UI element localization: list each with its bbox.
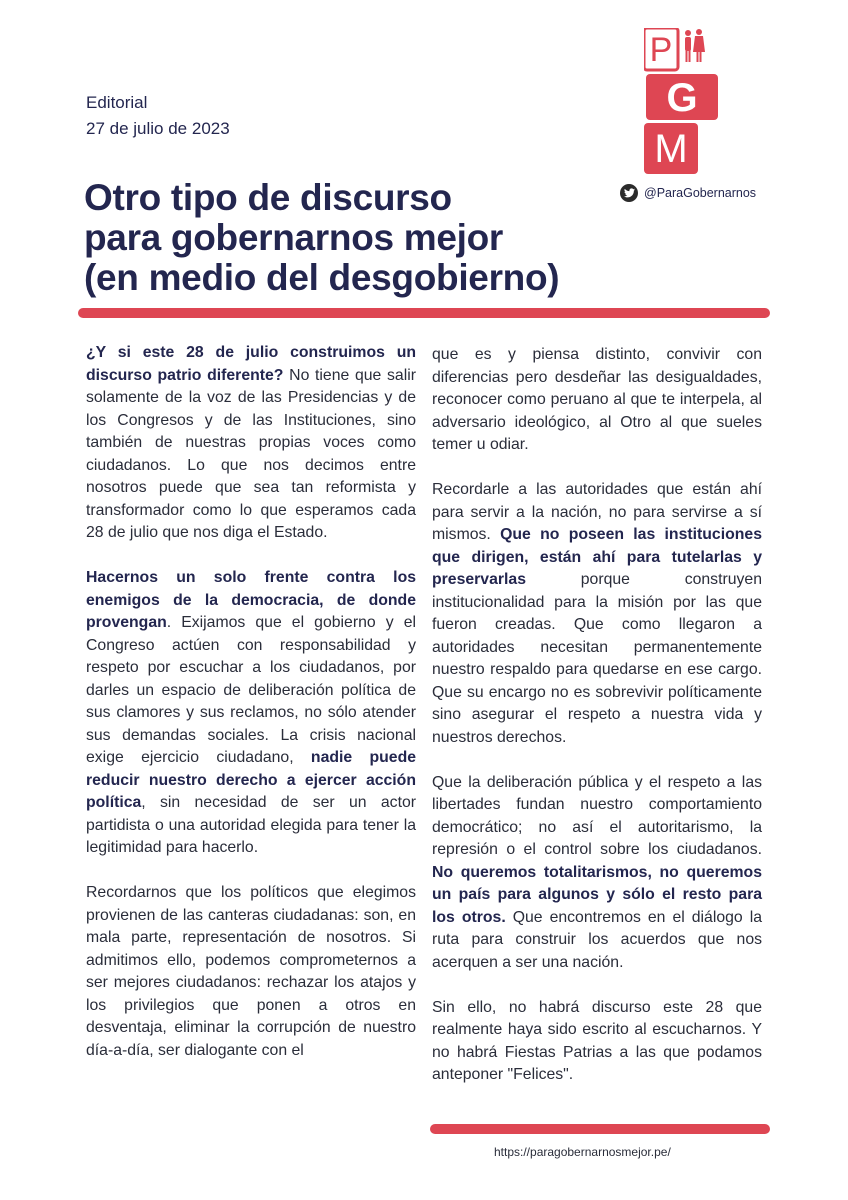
section-label: Editorial <box>86 93 148 112</box>
bold-lead: ¿Y si este 28 de julio construimos un discurso patrio diferente? <box>86 344 416 384</box>
logo-letter-p: P <box>649 31 673 69</box>
paragraph-text: Recordarle a las autoridades que están ahí para servir a la nación, no para servirse a sí mismos. <box>432 481 762 543</box>
page-title <box>84 178 644 298</box>
paragraph <box>432 772 762 975</box>
paragraph <box>86 342 416 545</box>
title-line: Otro tipo de discurso <box>84 177 452 218</box>
article-meta <box>86 90 230 142</box>
title-line: (en medio del desgobierno) <box>84 257 560 298</box>
twitter-handle-text: @ParaGobernarnos <box>644 186 757 200</box>
right-column <box>432 344 762 1109</box>
title-line: para gobernarnos mejor <box>84 217 504 258</box>
paragraph-text: Que la deliberación pública y el respeto a las libertades fundan nuestro comportamiento democrático; no así el autoritarismo, la represión o el control sobre los ciudadanos. <box>432 773 762 858</box>
left-column <box>86 342 416 1085</box>
logo-letter-m: M <box>654 127 688 171</box>
paragraph-text: porque construyen institucionalidad para la misión por las que fueron creadas. Que como llegaron a autoridades necesitan permanentemente nuestro respaldo para quedarse en ese cargo. Que su encargo no es sobrevivir políticamente sino asegurar el respeto a nuestra vida y nuestros derechos. <box>432 571 762 746</box>
paragraph-text: Sin ello, no habrá discurso este 28 que realmente haya sido escrito al escucharnos. Y no habrá Fiestas Patrias a las que podamos anteponer "Felices". <box>432 998 762 1083</box>
twitter-icon <box>620 184 638 202</box>
paragraph-text: . Exijamos que el gobierno y el Congreso actúen con responsabilidad y respeto por escuchar a los ciudadanos, por darles un espacio de deliberación política de sus clamores y sus reclamos, no sólo atender sus demandas sociales. La crisis nacional exige ejercicio ciudadano, <box>86 614 416 766</box>
paragraph <box>86 882 416 1062</box>
paragraph <box>86 567 416 860</box>
paragraph-text: Recordarnos que los políticos que elegimos provienen de las canteras ciudadanas: son, en mala parte, representación de nosotros. Si admitimos ello, podemos comprometernos a ser mejores ciudadanos: rechazar los atajos y los privilegios que ponen a otros en desventaja, eliminar la corrupción de nuestro día-a-día, ser dialogante con el <box>86 884 416 1059</box>
people-icon <box>685 29 705 62</box>
bold-emphasis: nadie puede reducir nuestro derecho a ejercer acción política <box>86 749 417 811</box>
pgm-logo <box>644 28 720 174</box>
paragraph-text: No tiene que salir solamente de la voz de las Presidencias y de los Congresos y de las Instituciones, sino también de nuestras propias voces como ciudadanos. Lo que nos decimos entre nosotros puede que sea tan reformista y transformador como lo que esperamos cada 28 de julio que nos diga el Estado. <box>86 366 416 541</box>
logo-letter-g: G <box>666 76 698 120</box>
website-link[interactable]: https://paragobernarnosmejor.pe/ <box>494 1145 671 1159</box>
twitter-handle[interactable] <box>620 184 756 202</box>
paragraph <box>432 344 762 457</box>
bold-emphasis: Que no poseen las instituciones que dirigen, están ahí para tutelarlas y preservarlas <box>432 526 762 588</box>
paragraph <box>432 479 762 749</box>
bold-emphasis: No queremos totalitarismos, no queremos un país para algunos y sólo el resto para los otros. <box>432 863 762 926</box>
publication-date: 27 de julio de 2023 <box>86 119 230 138</box>
paragraph-text: que es y piensa distinto, convivir con diferencias pero desdeñar las desigualdades, reconocer como peruano al que te interpela, al adversario ideológico, al Otro al que sueles temer u odiar. <box>432 346 762 453</box>
divider-bottom <box>430 1124 770 1134</box>
bold-lead: Hacernos un solo frente contra los enemigos de la democracia, de donde provengan <box>86 569 416 631</box>
paragraph-text: , sin necesidad de ser un actor partidista o una autoridad elegida para tener la legitimidad para hacerlo. <box>86 794 416 856</box>
divider-top <box>78 308 770 318</box>
paragraph <box>432 997 762 1087</box>
paragraph-text: Que encontremos en el diálogo la ruta para construir los acuerdos que nos acerquen a ser una nación. <box>432 908 763 971</box>
